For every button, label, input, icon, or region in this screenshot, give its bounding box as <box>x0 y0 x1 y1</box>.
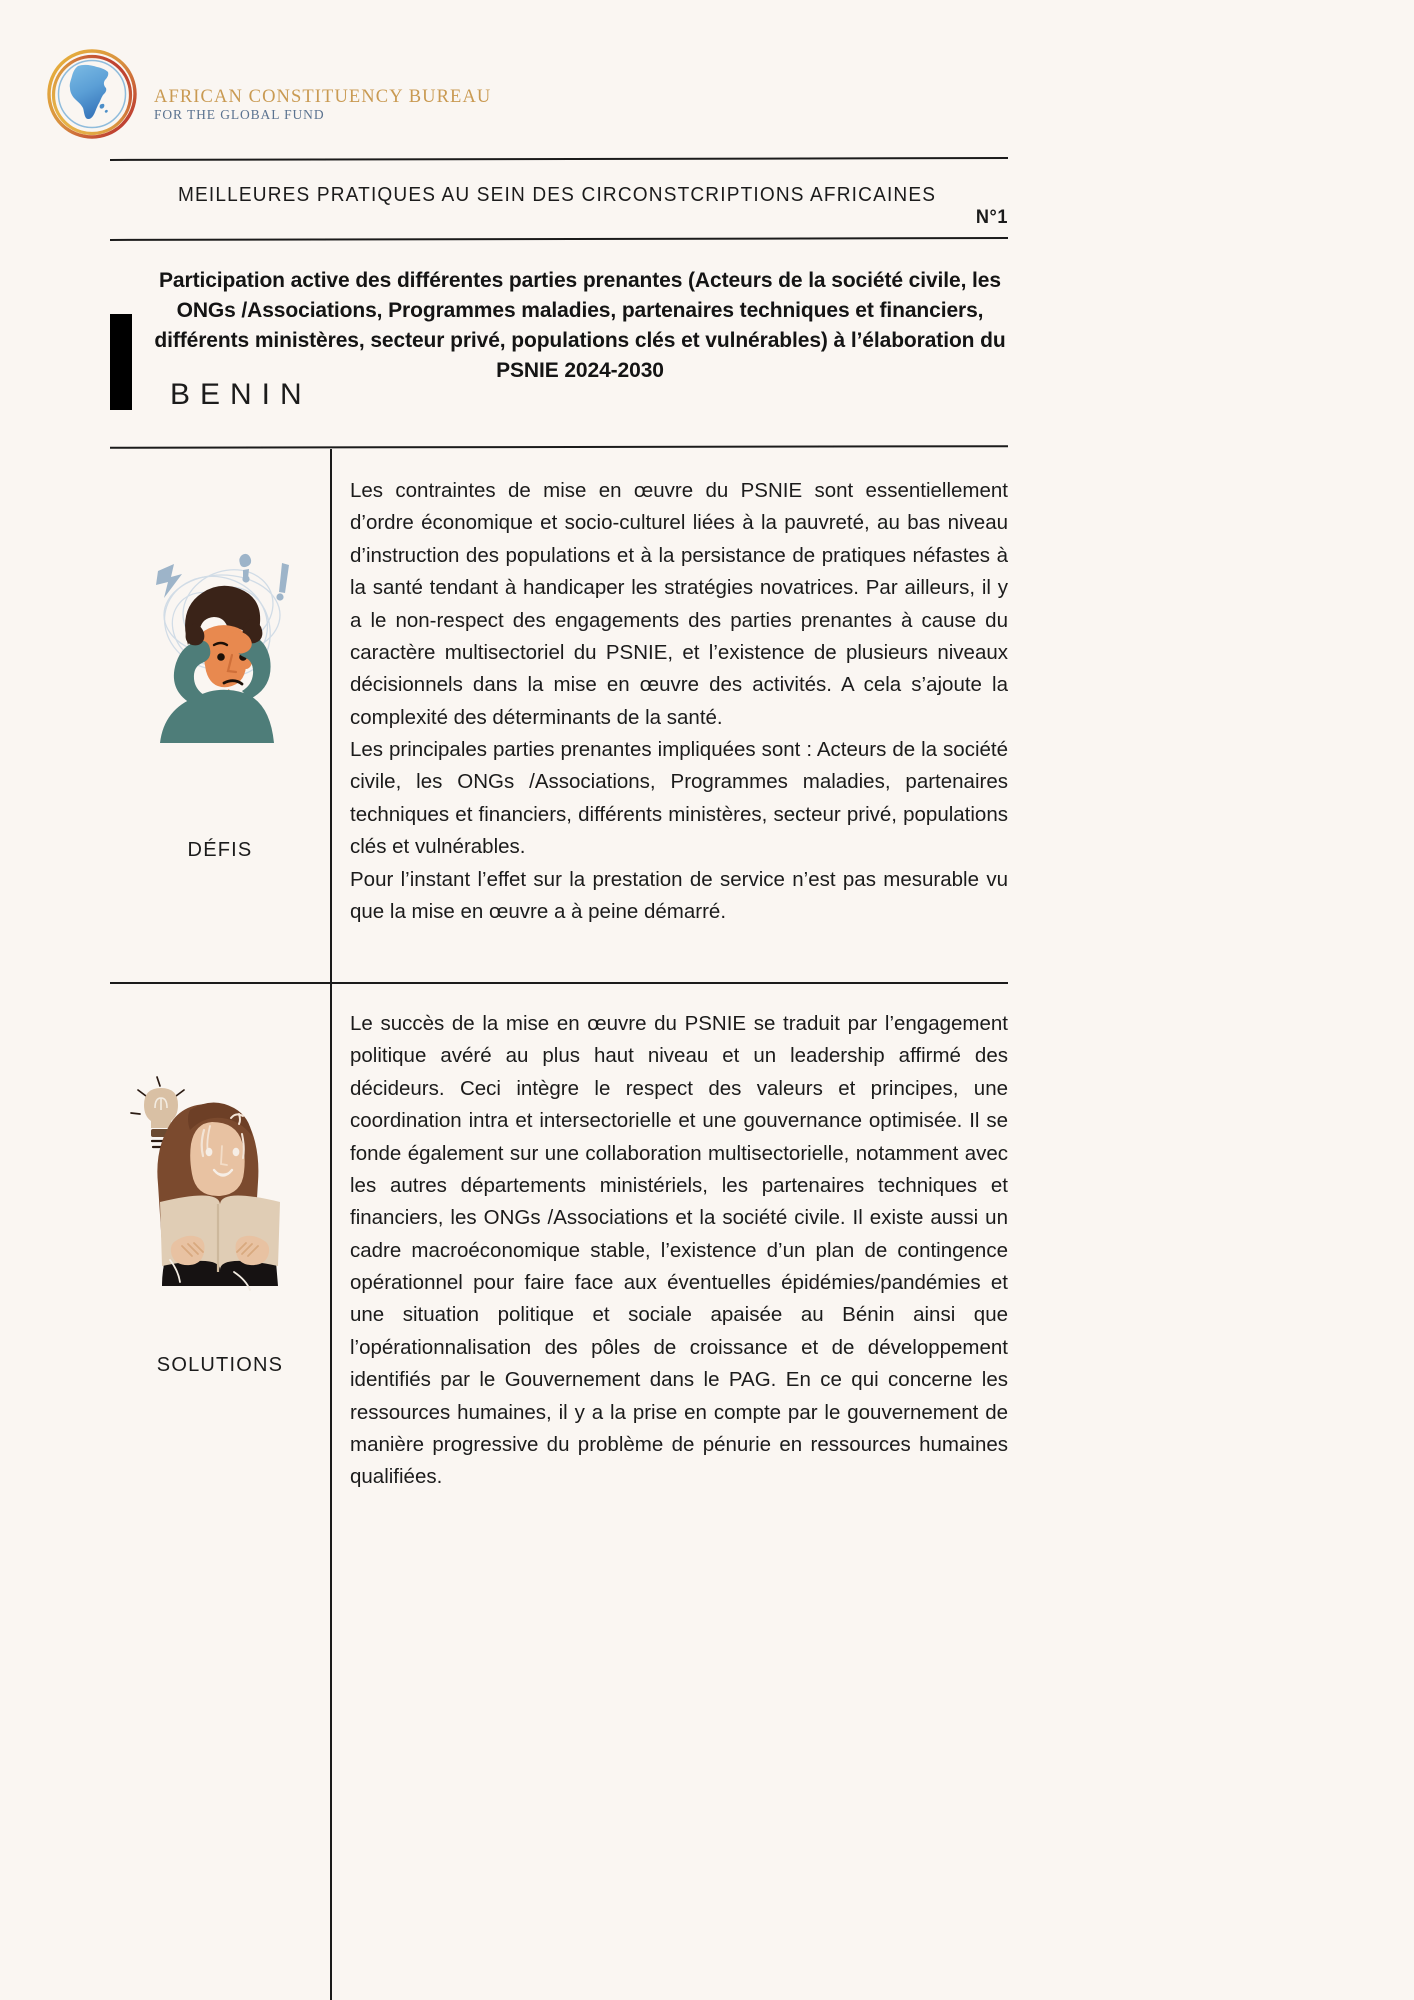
paragraph: Les contraintes de mise en œuvre du PSNIE sont essentiellement d’ordre économique et socio-culturel liées à la pauvreté, au bas niveau d’instruction des populations et à la persistance de pratiques néfastes à la santé tendant à handicaper les stratégies novatrices. Par ailleurs, il y a le non-respect des engagements des parties prenantes à cause du caractère multisectoriel du PSNIE, et l’existence de plusieurs niveaux décisionnels dans la mise en œuvre des activités. A cela s’ajoute la complexité des déterminants de la santé. <box>350 479 1008 729</box>
logo-name-primary: AFRICAN CONSTITUENCY BUREAU <box>154 86 492 107</box>
banner-rule-top <box>110 157 1008 161</box>
africa-circle-emblem-icon <box>44 46 140 142</box>
paragraph: Les principales parties prenantes impliquées sont : Acteurs de la société civile, les ONGs /Associations, Programmes maladies, partenaires techniques et financiers, différents ministères, secteur privé, populations clés et vulnérables. <box>350 738 1008 859</box>
row-content-solutions <box>350 984 1008 1494</box>
country-label: BENIN <box>170 378 312 411</box>
page-title: Participation active des différentes parties prenantes (Acteurs de la société civile, les ONGs /Associations, Programmes maladies, partenaires techniques et financiers, différents ministères, secteur privé, populations clés et vulnérables) à l’élaboration du PSNIE 2024-2030 <box>154 269 1006 383</box>
paragraph: Pour l’instant l’effet sur la prestation de service n’est pas mesurable vu que la mise en œuvre a à peine démarré. <box>350 867 1008 923</box>
row-label-cell-defis <box>110 449 330 982</box>
organization-logo <box>44 46 491 142</box>
logo-name-secondary: FOR THE GLOBAL FUND <box>154 106 325 122</box>
table-row <box>110 449 1008 982</box>
logo-wordmark <box>154 66 491 123</box>
row-label-defis: DÉFIS <box>187 839 253 861</box>
paragraph: Le succès de la mise en œuvre du PSNIE se traduit par l’engagement politique avéré au plus haut niveau et un leadership affirmé des décideurs. Ceci intègre le respect des valeurs et principes, une coordination intra et intersectorielle et une gouvernance optimisée. Il se fonde également sur une collaboration multisectorielle, notamment avec les autres départements ministériels, les partenaires techniques et financiers, les ONGs /Associations et la société civile. Il existe aussi un cadre macroéconomique stable, l’existence d’un plan de contingence opérationnel pour faire face aux éventuelles épidémies/pandémies et une situation politique et sociale apaisée au Bénin ainsi que l’opérationnalisation des pôles de croissance et de développement identifiés par le Gouvernement dans le PAG. En ce qui concerne les ressources humaines, il y a la prise en compte par le gouvernement de manière progressive du problème de pénurie en ressources humaines qualifiées. <box>350 1012 1008 1489</box>
row-label-solutions: SOLUTIONS <box>156 1354 284 1376</box>
woman-reading-idea-icon <box>120 1074 320 1304</box>
table-row <box>110 984 1008 2000</box>
banner-issue-number: N°1 <box>975 206 1008 228</box>
stressed-person-icon <box>120 537 320 747</box>
banner-title: MEILLEURES PRATIQUES AU SEIN DES CIRCONSTCRIPTIONS AFRICAINES <box>178 183 937 206</box>
row-label-cell-solutions <box>110 984 330 2000</box>
banner-rule-bottom <box>110 237 1008 241</box>
row-content-defis <box>350 449 1008 928</box>
title-accent-bar <box>110 314 132 410</box>
